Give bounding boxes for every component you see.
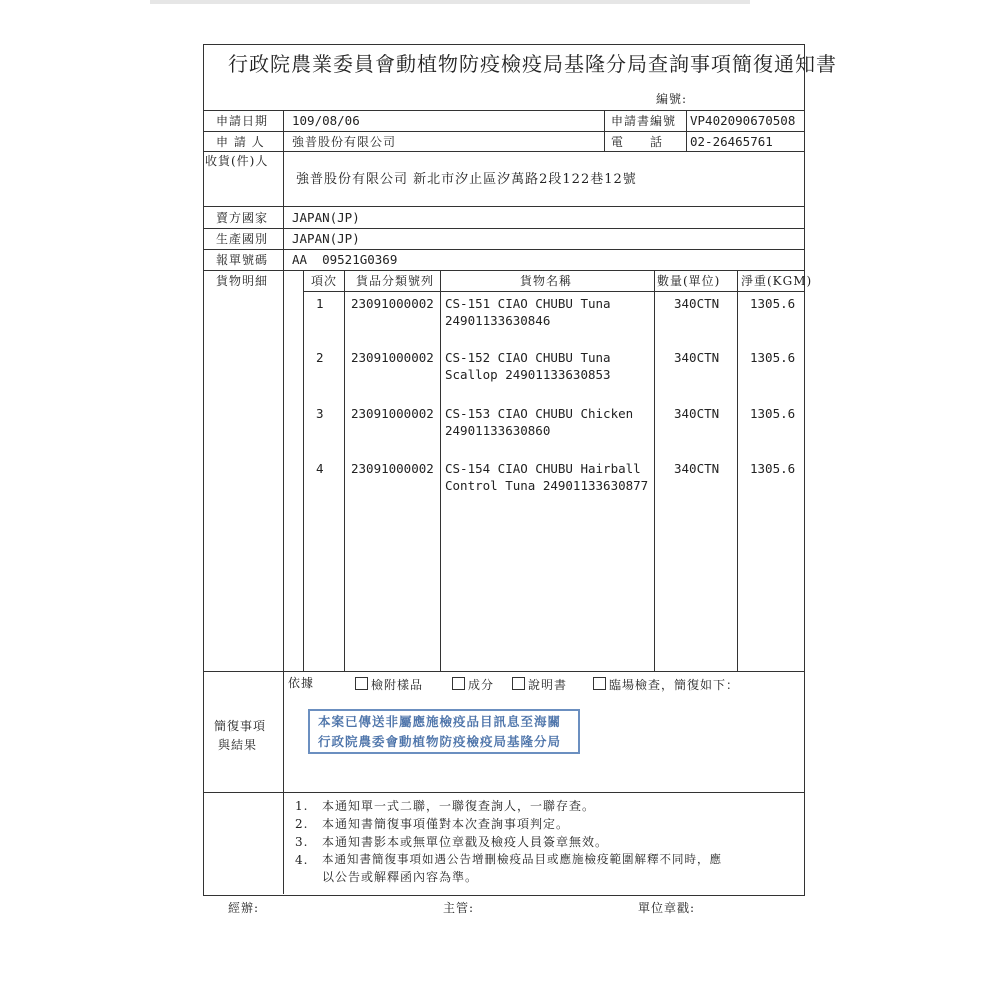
row-no: 1 <box>316 296 324 311</box>
goods-column-line <box>303 270 304 671</box>
row-line <box>203 151 804 152</box>
header-hs-code: 貨品分類號列 <box>356 274 435 288</box>
note-text: 本通知書簡復事項如遇公告增刪檢疫品目或應施檢疫範圍解釋不同時，應 <box>322 852 722 866</box>
supervisor-label: 主管: <box>443 901 475 915</box>
row-line <box>203 792 804 793</box>
option-onsite-label: 臨場檢查，簡復如下： <box>609 678 740 692</box>
decl-no-label: 報單號碼 <box>216 253 269 267</box>
row-line <box>203 131 804 132</box>
row-quantity: 340CTN <box>674 296 720 311</box>
row-hs-code: 23091000002 <box>351 350 434 365</box>
row-hs-code: 23091000002 <box>351 406 434 421</box>
row-hs-code: 23091000002 <box>351 296 434 311</box>
row-name-line2: Control Tuna 24901133630877 <box>445 478 649 493</box>
header-goods-name: 貨物名稱 <box>520 274 573 288</box>
consignee-label: 收貨(件)人 <box>205 154 269 168</box>
option-manual-label: 說明書 <box>528 678 568 692</box>
sample-checkbox <box>355 677 368 690</box>
handler-label: 經辦: <box>228 901 260 915</box>
goods-column-line <box>440 270 441 671</box>
date-label: 申請日期 <box>216 114 269 128</box>
origin-value: JAPAN(JP) <box>292 231 360 246</box>
row-name-line1: CS-153 CIAO CHUBU Chicken <box>445 406 634 421</box>
option-ingredients <box>452 677 494 691</box>
manual-checkbox <box>512 677 525 690</box>
row-line <box>203 270 804 271</box>
row-hs-code: 23091000002 <box>351 461 434 476</box>
note-text: 本通知單一式二聯，一聯復查詢人，一聯存查。 <box>322 799 596 813</box>
row-line <box>203 671 804 672</box>
note-text: 本通知書影本或無單位章戳及檢疫人員簽章無效。 <box>322 835 609 849</box>
phone-label: 電 話 <box>611 135 664 149</box>
column-line <box>604 110 605 151</box>
row-name-line2: 24901133630846 <box>445 313 551 328</box>
consignee-value: 強普股份有限公司 新北市汐止區汐萬路2段122巷12號 <box>296 172 637 187</box>
applicant-value: 強普股份有限公司 <box>292 135 397 149</box>
note-number: 4. <box>295 853 309 867</box>
decl-no-value: AA 09521G0369 <box>292 252 398 267</box>
goods-column-line <box>344 270 345 671</box>
option-onsite <box>593 677 739 691</box>
stamp-line1: 本案已傳送非屬應施檢疫品目訊息至海關 <box>318 714 562 729</box>
note-text: 本通知書簡復事項僅對本次查詢事項判定。 <box>322 817 570 831</box>
row-no: 2 <box>316 350 324 365</box>
stamp-line2: 行政院農委會動植物防疫檢疫局基隆分局 <box>318 734 562 749</box>
origin-label: 生產國別 <box>216 232 269 246</box>
row-name-line1: CS-152 CIAO CHUBU Tuna <box>445 350 611 365</box>
row-name-line2: 24901133630860 <box>445 423 551 438</box>
row-name-line2: Scallop 24901133630853 <box>445 367 611 382</box>
seller-country-value: JAPAN(JP) <box>292 210 360 225</box>
label-column-line <box>283 792 284 894</box>
row-name-line1: CS-154 CIAO CHUBU Hairball <box>445 461 641 476</box>
goods-label: 貨物明細 <box>216 274 269 288</box>
row-quantity: 340CTN <box>674 461 720 476</box>
note-text: 以公告或解釋函內容為準。 <box>322 870 479 884</box>
goods-header-line <box>303 291 804 292</box>
row-no: 4 <box>316 461 324 476</box>
label-column-line <box>283 110 284 671</box>
row-line <box>203 110 804 111</box>
row-net-weight: 1305.6 <box>750 406 796 421</box>
row-net-weight: 1305.6 <box>750 296 796 311</box>
applicant-label: 申 請 人 <box>216 135 265 149</box>
note-number: 1. <box>295 799 309 813</box>
row-name-line1: CS-151 CIAO CHUBU Tuna <box>445 296 611 311</box>
phone-value: 02-26465761 <box>690 134 773 149</box>
row-no: 3 <box>316 406 324 421</box>
option-sample <box>355 677 423 691</box>
reply-label-line1: 簡復事項 <box>214 719 267 733</box>
seller-country-label: 賣方國家 <box>216 211 269 225</box>
row-quantity: 340CTN <box>674 350 720 365</box>
basis-label: 依據 <box>288 676 315 690</box>
row-line <box>203 249 804 250</box>
date-value: 109/08/06 <box>292 113 360 128</box>
option-ingredients-label: 成分 <box>468 678 495 692</box>
header-quantity: 數量(單位) <box>657 274 721 288</box>
header-item-no: 項次 <box>311 274 338 288</box>
goods-column-line <box>737 270 738 671</box>
row-net-weight: 1305.6 <box>750 350 796 365</box>
option-sample-label: 檢附樣品 <box>371 678 424 692</box>
option-manual <box>512 677 567 691</box>
scan-edge <box>150 0 750 4</box>
goods-column-line <box>654 270 655 671</box>
reply-label-line2: 與結果 <box>218 738 258 752</box>
note-number: 3. <box>295 835 309 849</box>
result-stamp <box>308 709 580 754</box>
row-net-weight: 1305.6 <box>750 461 796 476</box>
note-number: 2. <box>295 817 309 831</box>
app-no-label: 申請書編號 <box>611 114 677 128</box>
row-line <box>203 206 804 207</box>
row-line <box>203 228 804 229</box>
number-label: 編號: <box>656 92 688 106</box>
row-quantity: 340CTN <box>674 406 720 421</box>
form-title: 行政院農業委員會動植物防疫檢疫局基隆分局查詢事項簡復通知書 <box>228 52 837 76</box>
header-net-weight: 淨重(KGM) <box>741 274 813 288</box>
column-line <box>686 110 687 151</box>
ingredients-checkbox <box>452 677 465 690</box>
seal-label: 單位章戳: <box>638 901 696 915</box>
onsite-checkbox <box>593 677 606 690</box>
label-column-line <box>283 671 284 792</box>
app-no-value: VP402090670508 <box>690 113 796 128</box>
